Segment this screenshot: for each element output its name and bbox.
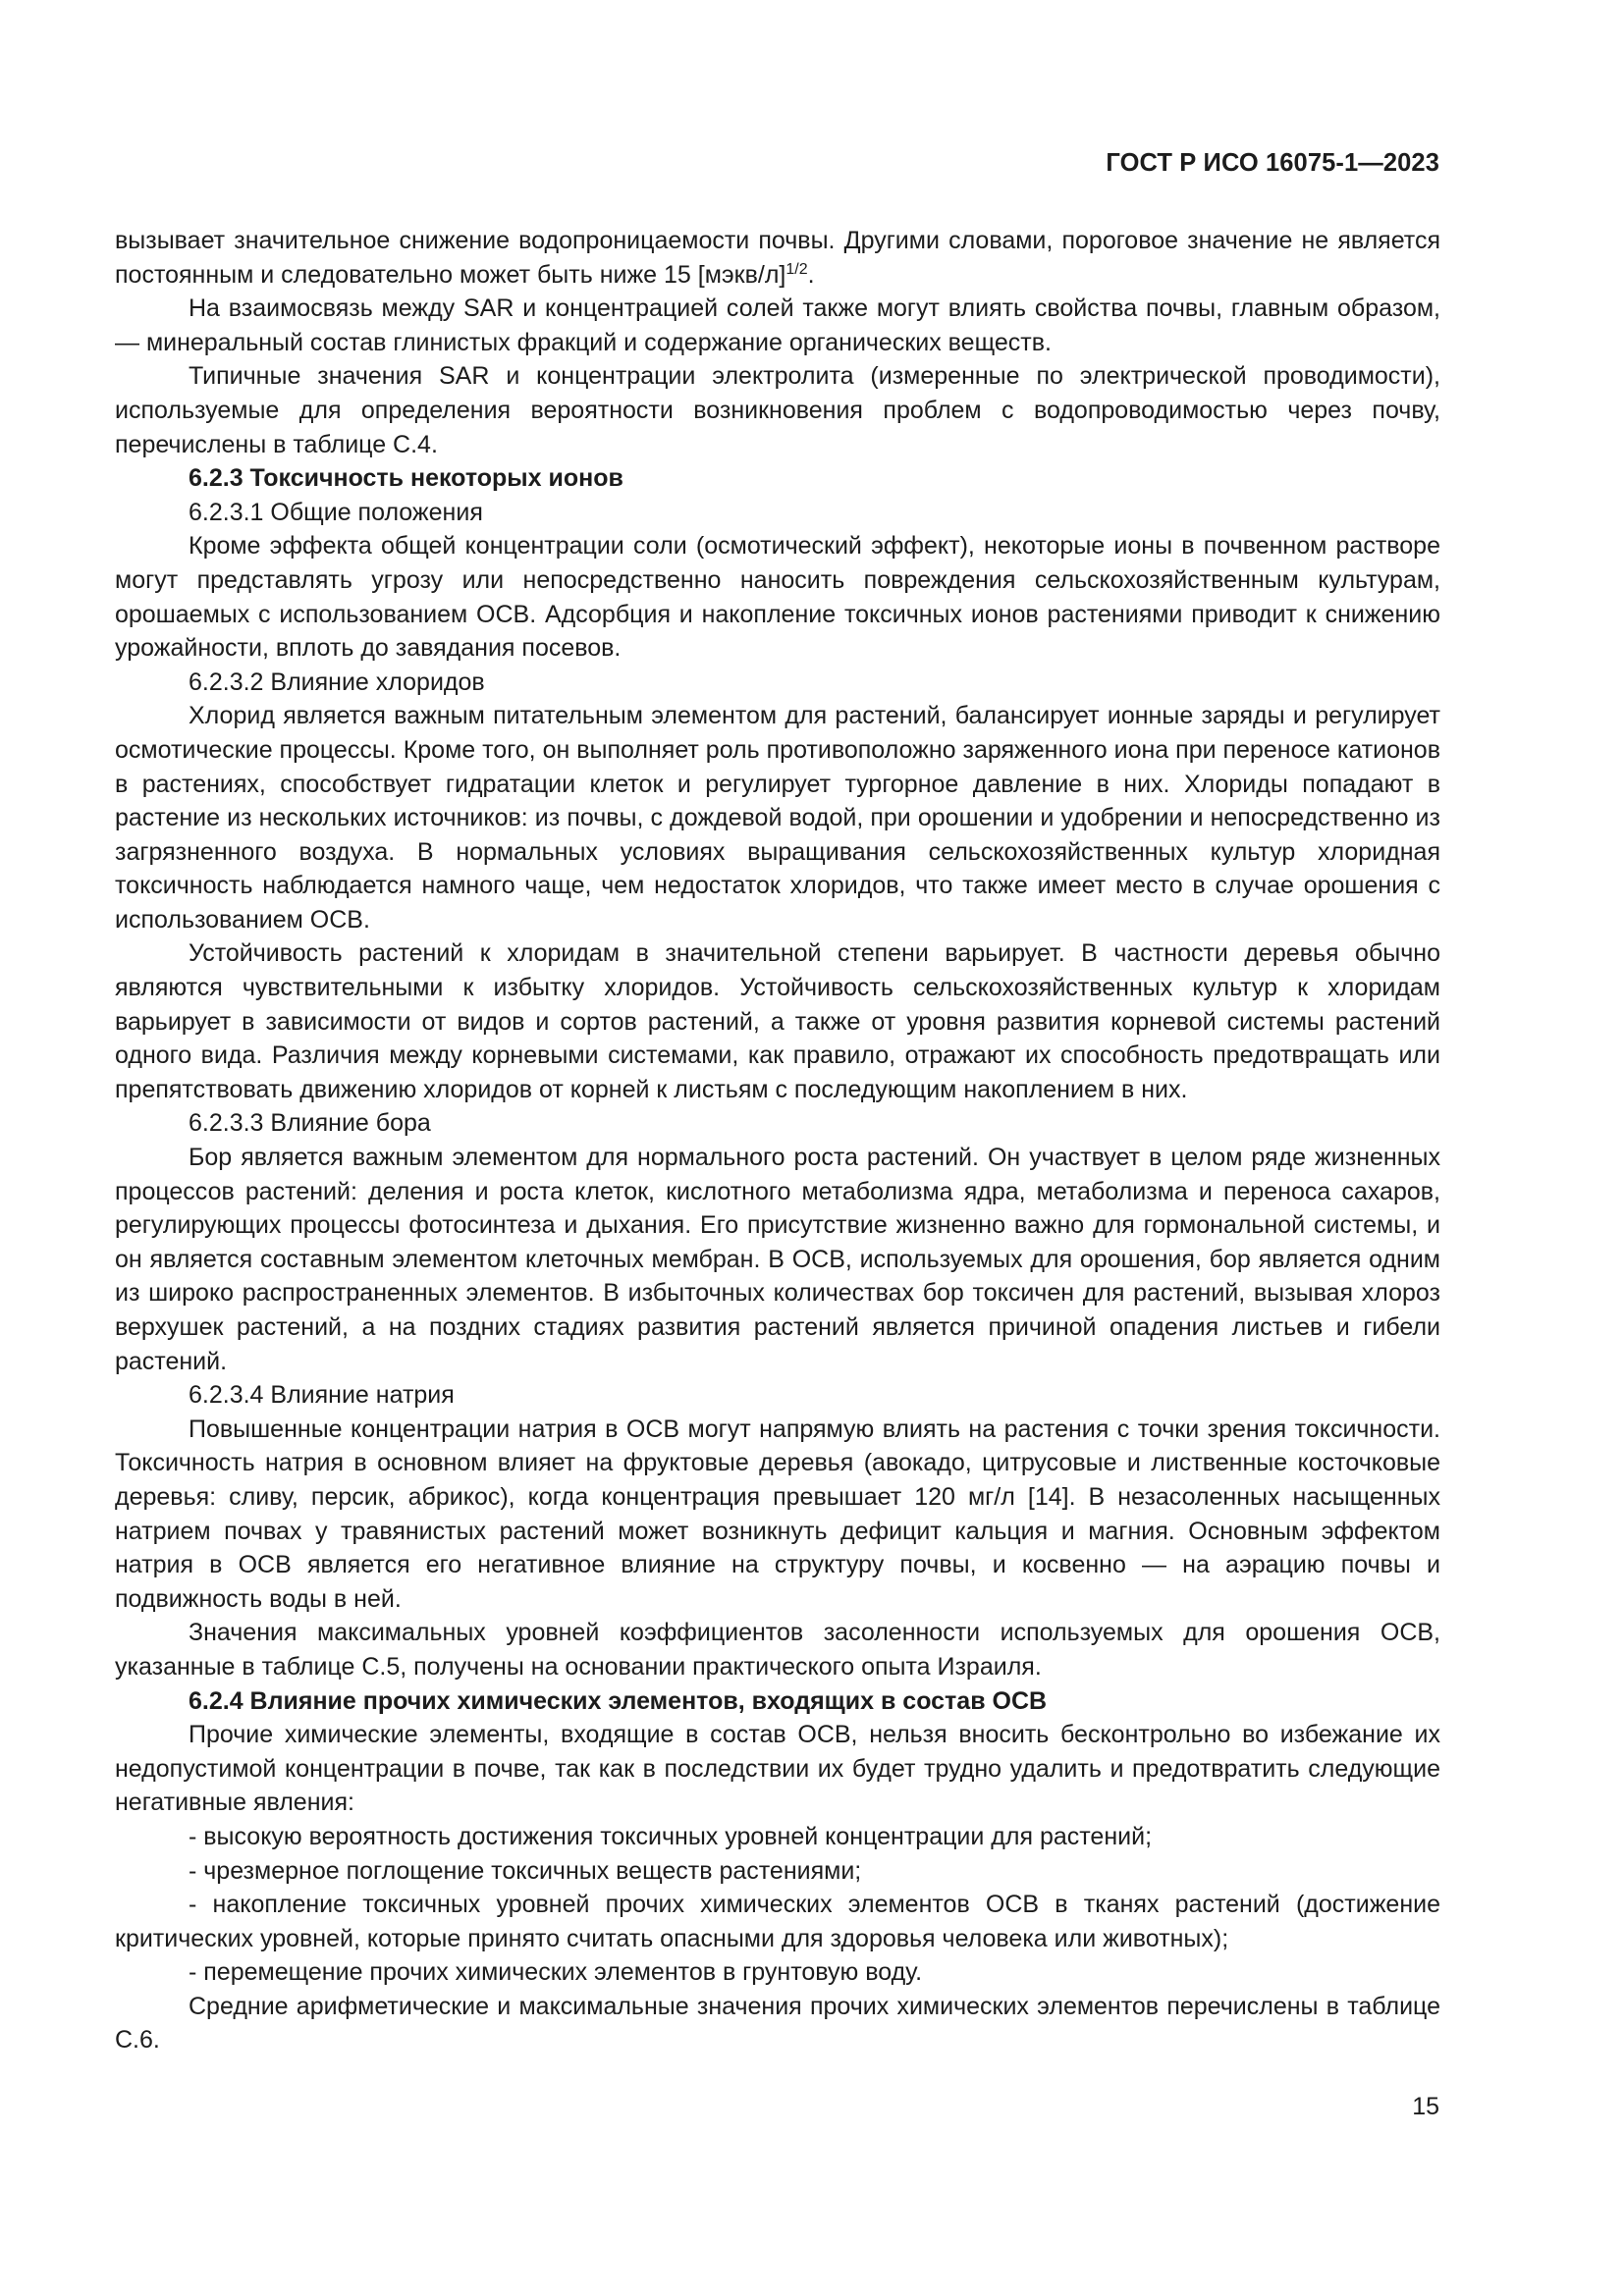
document-header: ГОСТ Р ИСО 16075-1—2023 [1106,149,1439,177]
list-item: - перемещение прочих химических элементов в грунтовую воду. [189,1958,923,1987]
list-item: - высокую вероятность достижения токсичных уровней концентрации для растений; [189,1822,1153,1850]
paragraph: Значения максимальных уровней коэффициентов засоленности используемых для орошения ОСВ, указанные в таблице С.5, получены на основании практического опыта Израиля. [115,1619,1440,1681]
subsection-heading: 6.2.3.2 Влияние хлоридов [189,667,485,696]
subsection-heading: 6.2.3.3 Влияние бора [189,1109,431,1138]
paragraph: Устойчивость растений к хлоридам в значительной степени варьирует. В частности деревья обычно являются чувствительными к избытку хлоридов. Устойчивость сельскохозяйственных культур к хлоридам варьирует в зависимости от видов и сортов растений, а также от уровня развития корневой системы растений одного вида. Различия между корневыми системами, как правило, отражают их способность предотвращать или препятствовать движению хлоридов от корней к листьям с последующим накоплением в них. [115,939,1440,1103]
superscript: 1/2 [785,260,808,278]
list-item: - накопление токсичных уровней прочих химических элементов ОСВ в тканях растений (достижение критических уровней, которые принято считать опасными для здоровья человека или животных); [115,1891,1440,1952]
paragraph: Прочие химические элементы, входящие в состав ОСВ, нельзя вносить бесконтрольно во избежание их недопустимой концентрации в почве, так как в последствии их будет трудно удалить и предотвратить следующие негативные явления: [115,1721,1440,1817]
subsection-heading: 6.2.3.4 Влияние натрия [189,1381,455,1410]
list-item: - чрезмерное поглощение токсичных веществ растениями; [189,1856,862,1885]
section-heading: 6.2.4 Влияние прочих химических элементов, входящих в состав ОСВ [189,1686,1048,1715]
paragraph: Повышенные концентрации натрия в ОСВ могут напрямую влиять на растения с точки зрения токсичности. Токсичность натрия в основном влияет на фруктовые деревья (авокадо, цитрусовые и лиственные косточковые деревья: сливу, персик, абрикос), когда концентрация превышает 120 мг/л [14]. В незасоленных насыщенных натрием почвах у травянистых растений может возникнуть дефицит кальция и магния. Основным эффектом натрия в ОСВ является его негативное влияние на структуру почвы, и косвенно — на аэрацию почвы и подвижность воды в ней. [115,1415,1440,1613]
document-body [115,224,1440,2057]
paragraph: Типичные значения SAR и концентрации электролита (измеренные по электрической проводимости), используемые для определения вероятности возникновения проблем с водопроводимостью через почву, перечислены в таблице С.4. [115,362,1440,458]
paragraph: На взаимосвязь между SAR и концентрацией солей также могут влиять свойства почвы, главным образом, — минеральный состав глинистых фракций и содержание органических веществ. [115,294,1440,356]
paragraph: Хлорид является важным питательным элементом для растений, балансирует ионные заряды и регулирует осмотические процессы. Кроме того, он выполняет роль противоположно заряженного иона при переносе катионов в растениях, способствует гидратации клеток и регулирует тургорное давление в них. Хлориды попадают в растение из нескольких источников: из почвы, с дождевой водой, при орошении и удобрении и непосредственно из загрязненного воздуха. В нормальных условиях выращивания сельскохозяйственных культур хлоридная токсичность наблюдается намного чаще, чем недостаток хлоридов, что также имеет место в случае орошения с использованием ОСВ. [115,702,1440,934]
paragraph: Средние арифметические и максимальные значения прочих химических элементов перечислены в таблице С.6. [115,1992,1440,2055]
paragraph: Кроме эффекта общей концентрации соли (осмотический эффект), некоторые ионы в почвенном растворе могут представлять угрозу или непосредственно наносить повреждения сельскохозяйственным культурам, орошаемых с использованием ОСВ. Адсорбция и накопление токсичных ионов растениями приводит к снижению урожайности, вплоть до завядания посевов. [115,532,1440,663]
subsection-heading: 6.2.3.1 Общие положения [189,498,483,526]
paragraph: Бор является важным элементом для нормального роста растений. Он участвует в целом ряде жизненных процессов растений: деления и роста клеток, кислотного метаболизма ядра, метаболизма и переноса сахаров, регулирующих процессы фотосинтеза и дыхания. Его присутствие жизненно важно для гормональной системы, и он является составным элементом клеточных мембран. В ОСВ, используемых для орошения, бор является одним из широко распространенных элементов. В избыточных количествах бор токсичен для растений, вызывая хлороз верхушек растений, а на поздних стадиях развития растений является причиной опадения листьев и гибели растений. [115,1144,1440,1375]
paragraph-continuation: вызывает значительное снижение водопроницаемости почвы. Другими словами, пороговое значение не является постоянным и следовательно может быть ниже 15 [мэкв/л]$^{1/2}$. [115,227,1440,289]
section-heading: 6.2.3 Токсичность некоторых ионов [189,464,623,493]
page-number: 15 [1412,2093,1439,2120]
